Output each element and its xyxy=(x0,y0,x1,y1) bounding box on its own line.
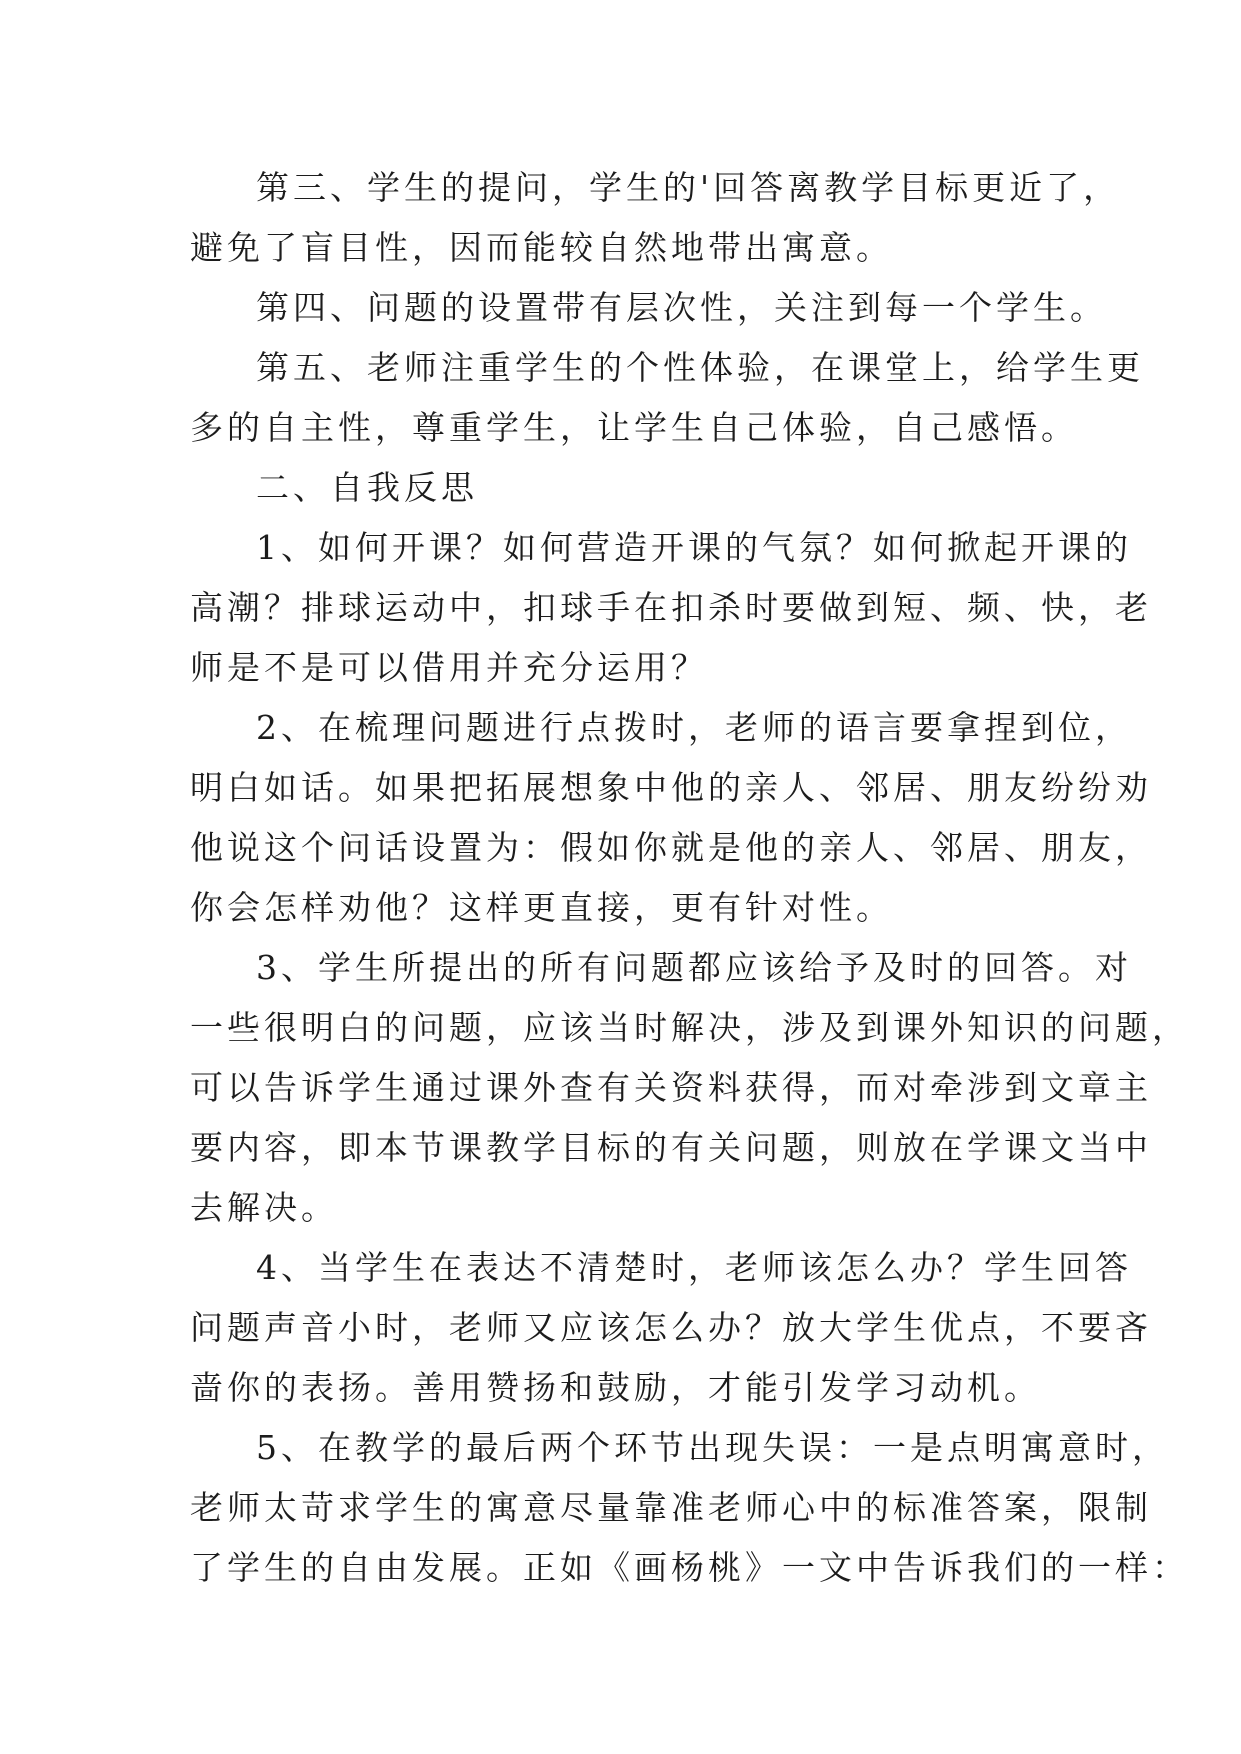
paragraph-point-five xyxy=(190,338,1144,458)
text-line: 避免了盲目性，因而能较自然地带出寓意。 xyxy=(190,228,893,267)
text-line: 问题声音小时，老师又应该怎么办？放大学生优点，不要吝 xyxy=(190,1308,1152,1347)
text-line: 他说这个问话设置为：假如你就是他的亲人、邻居、朋友， xyxy=(190,828,1152,867)
text-line: 第三、学生的提问，学生的'回答离教学目标更近了， xyxy=(256,168,1121,207)
text-line: 3、学生所提出的所有问题都应该给予及时的回答。对 xyxy=(256,948,1132,987)
document-body xyxy=(190,158,1189,1598)
text-line: 可以告诉学生通过课外查有关资料获得，而对牵涉到文章主 xyxy=(190,1068,1152,1107)
section-heading: 二、自我反思 xyxy=(256,468,478,507)
text-line: 1、如何开课？如何营造开课的气氛？如何掀起开课的 xyxy=(256,528,1132,567)
text-line: 你会怎样劝他？这样更直接，更有针对性。 xyxy=(190,888,893,927)
text-line: 2、在梳理问题进行点拨时，老师的语言要拿捏到位， xyxy=(256,708,1132,747)
text-line: 第四、问题的设置带有层次性，关注到每一个学生。 xyxy=(256,288,1107,327)
section-heading-self-reflection xyxy=(190,458,1052,518)
text-line: 去解决。 xyxy=(190,1188,338,1227)
text-line: 了学生的自由发展。正如《画杨桃》一文中告诉我们的一样： xyxy=(190,1548,1189,1587)
paragraph-item-5 xyxy=(190,1418,1189,1598)
paragraph-item-4 xyxy=(190,1238,1152,1418)
text-line: 明白如话。如果把拓展想象中他的亲人、邻居、朋友纷纷劝 xyxy=(190,768,1152,807)
text-line: 第五、老师注重学生的个性体验，在课堂上，给学生更 xyxy=(256,348,1144,387)
paragraph-point-four xyxy=(190,278,1107,338)
text-line: 高潮？排球运动中，扣球手在扣杀时要做到短、频、快，老 xyxy=(190,588,1152,627)
paragraph-item-1 xyxy=(190,518,1152,698)
text-line: 老师太苛求学生的寓意尽量靠准老师心中的标准答案，限制 xyxy=(190,1488,1152,1527)
text-line: 一些很明白的问题，应该当时解决，涉及到课外知识的问题， xyxy=(190,1008,1189,1047)
text-line: 4、当学生在表达不清楚时，老师该怎么办？学生回答 xyxy=(256,1248,1132,1287)
text-line: 多的自主性，尊重学生，让学生自己体验，自己感悟。 xyxy=(190,408,1078,447)
text-line: 要内容，即本节课教学目标的有关问题，则放在学课文当中 xyxy=(190,1128,1152,1167)
paragraph-item-3 xyxy=(190,938,1189,1238)
text-line: 啬你的表扬。善用赞扬和鼓励，才能引发学习动机。 xyxy=(190,1368,1041,1407)
paragraph-item-2 xyxy=(190,698,1152,938)
text-line: 5、在教学的最后两个环节出现失误：一是点明寓意时， xyxy=(256,1428,1169,1467)
paragraph-point-three xyxy=(190,158,1121,278)
text-line: 师是不是可以借用并充分运用？ xyxy=(190,648,708,687)
